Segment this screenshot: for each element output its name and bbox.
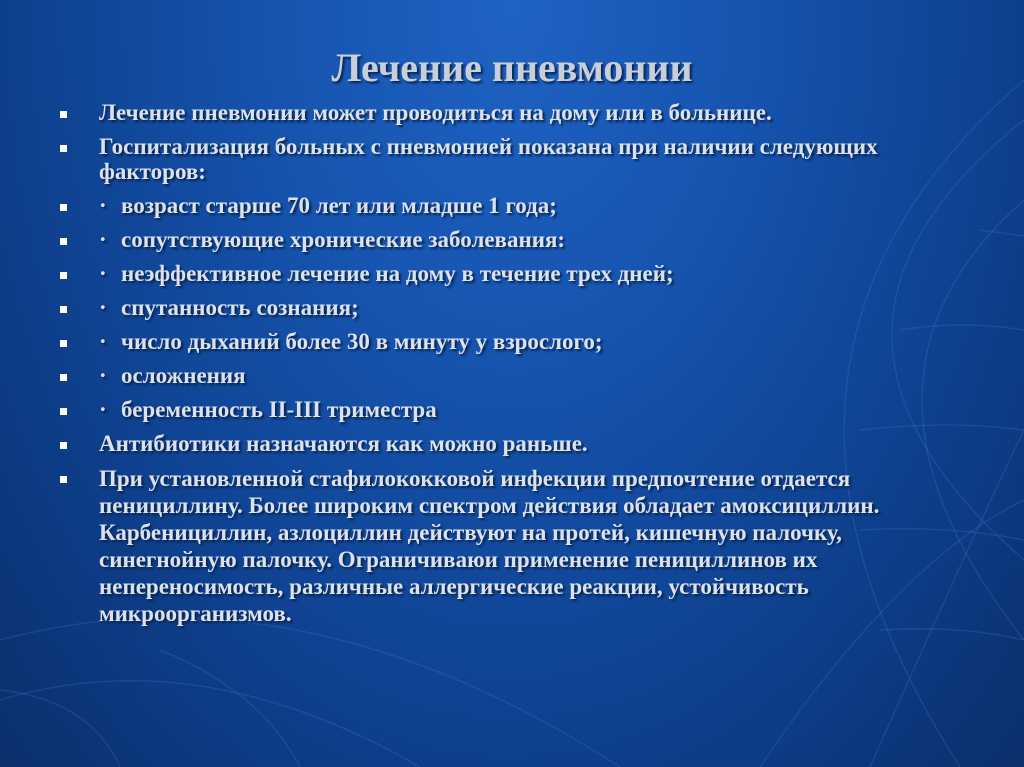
item-text: Госпитализация больных с пневмонией показана при наличии следующих факторов: — [99, 134, 878, 184]
square-bullet-icon — [60, 340, 67, 347]
item-text: неэффективное лечение на дому в течение трех дней; — [121, 261, 674, 286]
item-text: беременность II-III триместра — [121, 397, 437, 422]
list-item — [58, 465, 958, 627]
list-item — [58, 397, 958, 422]
square-bullet-icon — [60, 408, 67, 415]
list-item — [58, 431, 958, 456]
middle-dot-marker: · — [99, 261, 107, 286]
square-bullet-icon — [60, 111, 67, 118]
middle-dot-marker: · — [99, 227, 107, 252]
item-text: Антибиотики назначаются как можно раньше. — [99, 431, 588, 456]
square-bullet-icon — [60, 145, 67, 152]
list-item — [58, 363, 958, 388]
middle-dot-marker: · — [99, 329, 107, 354]
square-bullet-icon — [60, 476, 67, 483]
middle-dot-marker: · — [99, 363, 107, 388]
middle-dot-marker: · — [99, 193, 107, 218]
list-item — [58, 134, 958, 184]
bullet-list — [58, 100, 958, 636]
list-item — [58, 227, 958, 252]
middle-dot-marker: · — [99, 397, 107, 422]
item-text: возраст старше 70 лет или младше 1 года; — [121, 193, 557, 218]
item-text: осложнения — [121, 363, 246, 388]
list-item — [58, 193, 958, 218]
item-text: При установленной стафилококковой инфекции предпочтение отдается пенициллину. Более широким спектром действия обладает амоксициллин. Карбенициллин, азлоциллин действуют на протей, кишечную палочку, синегнойную палочку. Ограничиваюи применение пенициллинов их непереносимость, различные аллергические реакции, устойчивость микроорганизмов. — [99, 466, 880, 626]
slide-title: Лечение пневмонии — [331, 45, 693, 90]
list-item — [58, 329, 958, 354]
middle-dot-marker: · — [99, 295, 107, 320]
list-item — [58, 295, 958, 320]
square-bullet-icon — [60, 204, 67, 211]
item-text: Лечение пневмонии может проводиться на дому или в больнице. — [99, 100, 772, 125]
square-bullet-icon — [60, 374, 67, 381]
square-bullet-icon — [60, 272, 67, 279]
list-item — [58, 261, 958, 286]
square-bullet-icon — [60, 442, 67, 449]
list-item — [58, 100, 958, 125]
square-bullet-icon — [60, 238, 67, 245]
item-text: число дыханий более 30 в минуту у взрослого; — [121, 329, 603, 354]
square-bullet-icon — [60, 306, 67, 313]
item-text: спутанность сознания; — [121, 295, 359, 320]
item-text: сопутствующие хронические заболевания: — [121, 227, 566, 252]
